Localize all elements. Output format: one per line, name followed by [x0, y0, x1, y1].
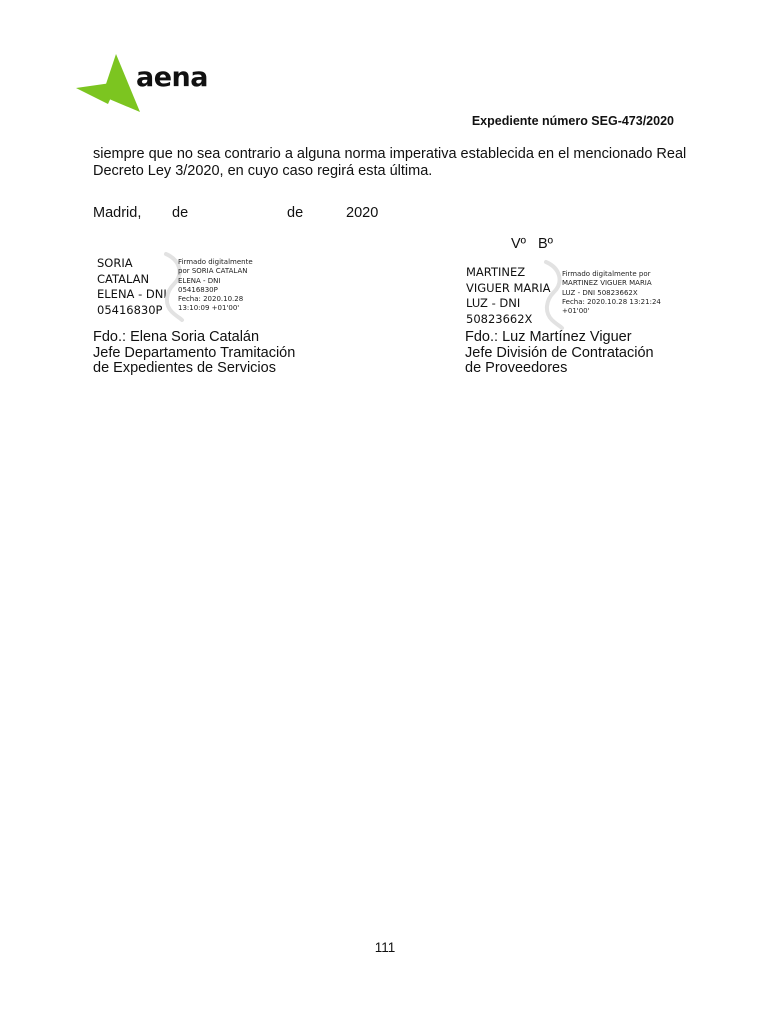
page-number: 111	[374, 940, 396, 955]
signature-left-detail-line: Fecha: 2020.10.28	[178, 295, 244, 304]
logo-wordmark: aena	[136, 62, 208, 93]
signatory-left-line: de Expedientes de Servicios	[93, 360, 276, 376]
signature-right-detail-line: LUZ - DNI 50823662X	[562, 288, 638, 297]
signature-right-name	[466, 265, 551, 327]
signature-left-detail-line: Firmado digitalmente	[178, 258, 253, 266]
signature-right-detail-line: Firmado digitalmente por	[562, 270, 651, 278]
signatory-left-block	[93, 330, 295, 377]
signature-left-name	[97, 256, 167, 318]
date-year: 2020	[346, 205, 379, 221]
signature-left-name-line: SORIA	[97, 256, 133, 270]
signature-right-name-line: VIGUER MARIA	[466, 280, 551, 295]
signature-right-name-line: MARTINEZ	[466, 265, 526, 279]
signature-left-name-line: ELENA - DNI	[97, 287, 167, 301]
signature-left-detail-line: por SORIA CATALAN	[178, 267, 248, 276]
signatory-right-line: Fdo.: Luz Martínez Viguer	[465, 329, 632, 345]
body-line-2: Decreto Ley 3/2020, en cuyo caso regirá esta última.	[93, 163, 433, 179]
signatory-left-line: Fdo.: Elena Soria Catalán	[93, 329, 260, 345]
body-line-1: siempre que no sea contrario a alguna norma imperativa establecida en el mencionado Real	[93, 146, 687, 162]
signature-right-detail-line: +01'00'	[562, 307, 590, 316]
signature-right-detail	[562, 270, 661, 316]
signature-left-detail-line: ELENA - DNI	[178, 276, 221, 285]
signatory-left-line: Jefe Departamento Tramitación	[93, 344, 296, 361]
signature-right-detail-line: Fecha: 2020.10.28 13:21:24	[562, 297, 661, 306]
date-de-1: de	[172, 205, 189, 221]
signatory-right-line: de Proveedores	[465, 360, 568, 376]
signature-right-name-line: 50823662X	[466, 311, 533, 326]
date-city: Madrid,	[93, 205, 142, 221]
signatory-right-line: Jefe División de Contratación	[465, 344, 654, 361]
expediente-number: Expediente número SEG-473/2020	[471, 114, 674, 128]
signature-left-detail-line: 05416830P	[178, 285, 218, 294]
signature-left-name-line: CATALAN	[97, 271, 150, 286]
signature-left-name-line: 05416830P	[97, 302, 163, 317]
body-paragraph	[93, 146, 693, 180]
date-de-2: de	[287, 205, 304, 221]
signature-left-detail	[178, 258, 253, 314]
signature-right-detail-line: MARTINEZ VIGUER MARIA	[562, 279, 652, 288]
visto-bueno: Vº Bº	[511, 236, 553, 252]
signature-left-detail-line: 13:10:09 +01'00'	[178, 304, 240, 313]
signatory-right-block	[465, 330, 654, 377]
signature-right-name-line: LUZ - DNI	[466, 296, 521, 310]
